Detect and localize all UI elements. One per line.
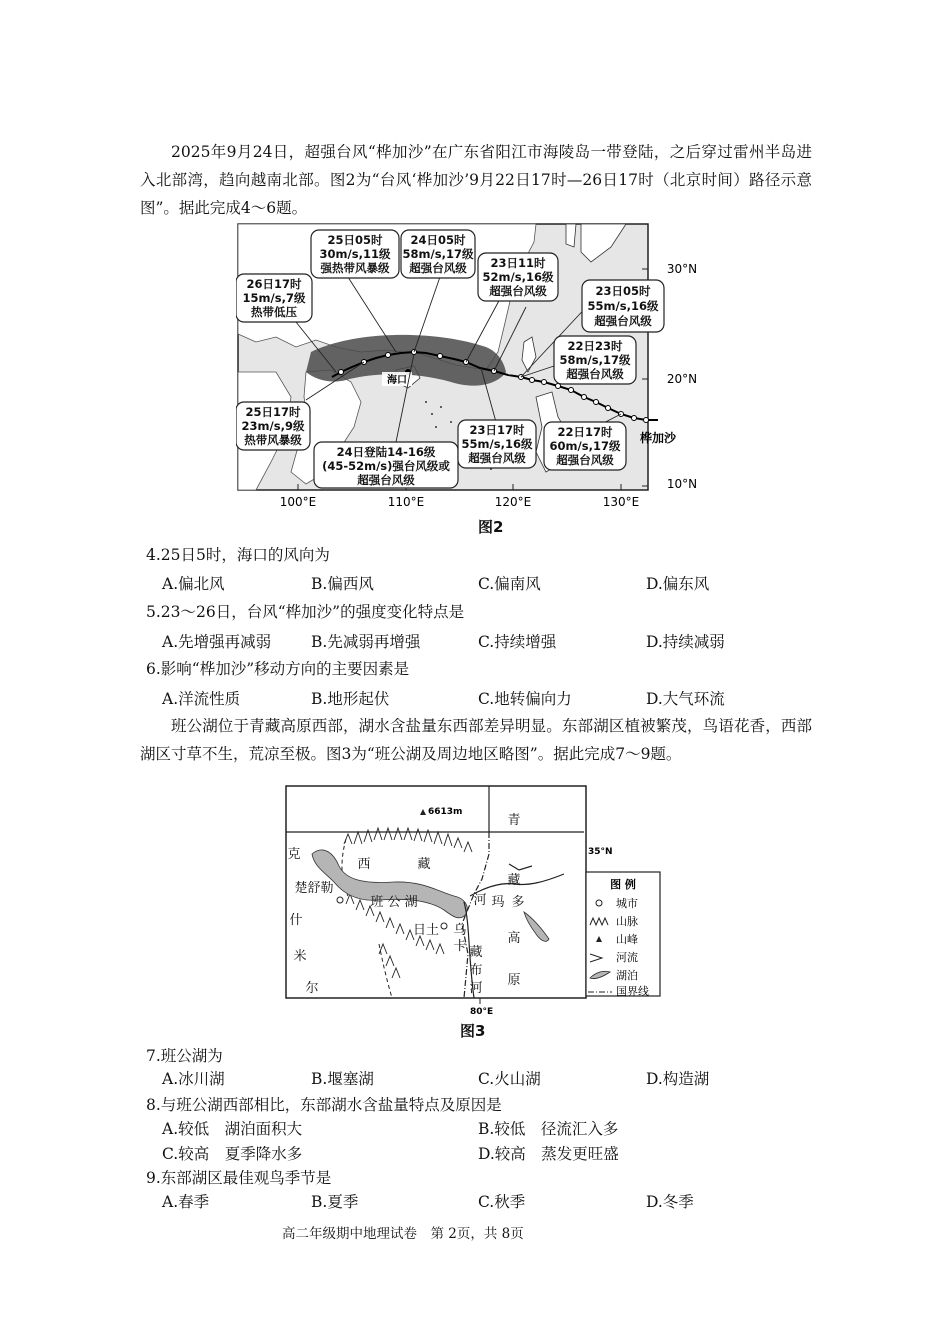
label-shi: 什 <box>289 913 303 928</box>
label-gao: 高 <box>507 931 521 946</box>
label-box-10 <box>544 422 626 470</box>
label-yuan: 原 <box>507 973 521 988</box>
label-qing: 青 <box>507 813 521 828</box>
label-he: 河 <box>473 893 487 908</box>
svg-text:热带低压: 热带低压 <box>251 305 297 319</box>
q6-option-a[interactable]: A.洋流性质 <box>162 690 241 708</box>
svg-text:23日11时: 23日11时 <box>490 256 546 270</box>
svg-text:超强台风级: 超强台风级 <box>556 453 614 467</box>
svg-text:55m/s,16级: 55m/s,16级 <box>461 437 533 451</box>
label-chushule: 楚舒勒 <box>294 881 334 896</box>
q8-option-d[interactable]: D.较高 蒸发更旺盛 <box>478 1145 619 1163</box>
svg-text:22日17时: 22日17时 <box>557 425 613 439</box>
label-ritu: 日土 <box>412 923 440 938</box>
label-box-9 <box>458 420 536 468</box>
svg-text:55m/s,16级: 55m/s,16级 <box>587 299 659 313</box>
label-zang2: 藏 <box>417 857 431 872</box>
label-wu: 乌 <box>453 923 467 938</box>
lon-label-110: 110°E <box>387 495 425 509</box>
legend-mountain: 山脉 <box>616 915 638 928</box>
passage-bangong: 班公湖位于青藏高原西部，湖水含盐量东西部差异明显。东部湖区植被繁茂，鸟语花香，西部湖区寸草不生，荒凉至极。图3为“班公湖及周边地区略图”。据此完成7～9题。 <box>140 717 812 763</box>
ritu-city-icon <box>441 923 447 929</box>
label-ma: 玛 <box>491 895 505 910</box>
q8-stem: 8.与班公湖西部相比，东部湖水含盐量特点及原因是 <box>146 1096 502 1114</box>
svg-text:25日05时: 25日05时 <box>327 233 383 247</box>
svg-text:23日05时: 23日05时 <box>595 284 651 298</box>
q8-option-b[interactable]: B.较低 径流汇入多 <box>478 1120 619 1138</box>
legend-city: 城市 <box>616 897 638 910</box>
q9-option-c[interactable]: C.秋季 <box>478 1193 526 1211</box>
label-box-7 <box>236 402 310 450</box>
label-ke: 克 <box>287 847 301 862</box>
label-box-1 <box>311 230 399 278</box>
svg-text:26日17时: 26日17时 <box>246 277 302 291</box>
q9-option-d[interactable]: D.冬季 <box>646 1193 694 1211</box>
q5-option-c[interactable]: C.持续增强 <box>478 633 557 651</box>
svg-text:23m/s,9级: 23m/s,9级 <box>241 419 305 433</box>
svg-text:23日17时: 23日17时 <box>469 423 525 437</box>
label-box-8 <box>314 442 458 488</box>
svg-text:25日17时: 25日17时 <box>245 405 301 419</box>
label-box-5 <box>554 336 636 384</box>
label-zang: 藏 <box>507 873 521 888</box>
svg-text:超强台风级: 超强台风级 <box>409 261 467 275</box>
q8-option-a[interactable]: A.较低 湖泊面积大 <box>162 1120 303 1138</box>
label-duo: 多 <box>511 895 525 910</box>
q4-option-c[interactable]: C.偏南风 <box>478 575 541 593</box>
q9-option-b[interactable]: B.夏季 <box>311 1193 359 1211</box>
svg-text:超强台风级: 超强台风级 <box>566 367 624 381</box>
svg-text:24日登陆14-16级: 24日登陆14-16级 <box>336 445 436 459</box>
q4-option-d[interactable]: D.偏东风 <box>646 575 710 593</box>
label-box-6 <box>236 274 312 322</box>
lat-label-10: 10°N <box>666 477 698 491</box>
legend-lake: 湖泊 <box>616 969 638 982</box>
legend-peak: 山峰 <box>616 933 638 946</box>
q7-option-c[interactable]: C.火山湖 <box>478 1070 541 1088</box>
svg-text:52m/s,16级: 52m/s,16级 <box>482 270 554 284</box>
q4-option-a[interactable]: A.偏北风 <box>162 575 225 593</box>
haikou-label: 海口 <box>387 375 407 386</box>
svg-text:30m/s,11级: 30m/s,11级 <box>319 247 391 261</box>
svg-text:超强台风级: 超强台风级 <box>489 284 547 298</box>
page-footer: 高二年级期中地理试卷 第 2页，共 8页 <box>282 1226 524 1242</box>
q7-stem: 7.班公湖为 <box>146 1047 223 1065</box>
q6-option-b[interactable]: B.地形起伏 <box>311 690 390 708</box>
q4-option-b[interactable]: B.偏西风 <box>311 575 374 593</box>
legend <box>586 872 660 998</box>
q5-stem: 5.23～26日，台风“桦加沙”的强度变化特点是 <box>146 603 465 621</box>
q6-option-c[interactable]: C.地转偏向力 <box>478 690 572 708</box>
q5-option-a[interactable]: A.先增强再减弱 <box>162 633 272 651</box>
q7-option-b[interactable]: B.堰塞湖 <box>311 1070 374 1088</box>
svg-text:超强台风级: 超强台风级 <box>594 314 652 328</box>
q9-stem: 9.东部湖区最佳观鸟季节是 <box>146 1169 332 1187</box>
q5-option-b[interactable]: B.先减弱再增强 <box>311 633 421 651</box>
legend-title: 图 例 <box>610 878 636 891</box>
label-box-4 <box>582 280 664 332</box>
q6-stem: 6.影响“桦加沙”移动方向的主要因素是 <box>146 660 410 678</box>
legend-city-icon <box>596 900 602 906</box>
bangong-lake-map <box>284 784 664 1016</box>
svg-text:58m/s,17级: 58m/s,17级 <box>402 247 474 261</box>
label-zang3: 藏 <box>469 945 483 960</box>
q9-option-a[interactable]: A.春季 <box>162 1193 210 1211</box>
lat-label-30: 30°N <box>666 262 698 276</box>
korea-shape <box>566 224 576 247</box>
label-box-3 <box>478 253 558 301</box>
label-bu: 布 <box>469 963 483 978</box>
svg-text:15m/s,7级: 15m/s,7级 <box>242 291 306 305</box>
q6-option-d[interactable]: D.大气环流 <box>646 690 725 708</box>
legend-river: 河流 <box>616 951 638 964</box>
lon-label-130: 130°E <box>602 495 640 509</box>
label-bangonghu: 班 公 湖 <box>370 895 418 910</box>
svg-text:22日23时: 22日23时 <box>567 339 623 353</box>
q5-option-d[interactable]: D.持续减弱 <box>646 633 725 651</box>
legend-border: 国界线 <box>616 985 649 998</box>
label-xi: 西 <box>357 857 371 872</box>
lat-label-35: 35°N <box>588 847 613 857</box>
label-er: 尔 <box>305 981 319 996</box>
label-mi: 米 <box>293 949 307 964</box>
lat-label-20: 20°N <box>666 372 698 386</box>
lon-label-120: 120°E <box>494 495 532 509</box>
svg-text:58m/s,17级: 58m/s,17级 <box>559 353 631 367</box>
svg-text:超强台风级: 超强台风级 <box>468 451 526 465</box>
q7-option-d[interactable]: D.构造湖 <box>646 1070 710 1088</box>
svg-text:强热带风暴级: 强热带风暴级 <box>320 261 390 275</box>
chushule-city-icon <box>337 897 343 903</box>
svg-text:超强台风级: 超强台风级 <box>357 473 415 487</box>
svg-text:(45-52m/s)强台风级或: (45-52m/s)强台风级或 <box>322 459 450 473</box>
label-box-2 <box>401 230 475 278</box>
lon-label-100: 100°E <box>279 495 317 509</box>
figure3-caption: 图3 <box>460 1022 486 1040</box>
label-ka: 卡 <box>453 939 467 954</box>
typhoon-name-label: 桦加沙 <box>639 431 677 445</box>
q4-stem: 4.25日5时，海口的风向为 <box>146 546 330 564</box>
passage-typhoon: 2025年9月24日，超强台风“桦加沙”在广东省阳江市海陵岛一带登陆，之后穿过雷州半岛进入北部湾，趋向越南北部。图2为“台风‘桦加沙’9月22日17时—26日17时（北京时间）路径示意图”。据此完成4～6题。 <box>140 143 812 217</box>
svg-text:24日05时: 24日05时 <box>410 233 466 247</box>
svg-text:热带风暴级: 热带风暴级 <box>244 433 302 447</box>
q8-option-c[interactable]: C.较高 夏季降水多 <box>162 1145 303 1163</box>
figure2-caption: 图2 <box>478 518 504 536</box>
svg-text:60m/s,17级: 60m/s,17级 <box>549 439 621 453</box>
lon-label-80: 80°E <box>470 1007 494 1016</box>
typhoon-path-map <box>236 222 716 512</box>
q7-option-a[interactable]: A.冰川湖 <box>162 1070 225 1088</box>
peak-label: 6613m <box>428 807 463 817</box>
label-he2: 河 <box>469 981 483 996</box>
